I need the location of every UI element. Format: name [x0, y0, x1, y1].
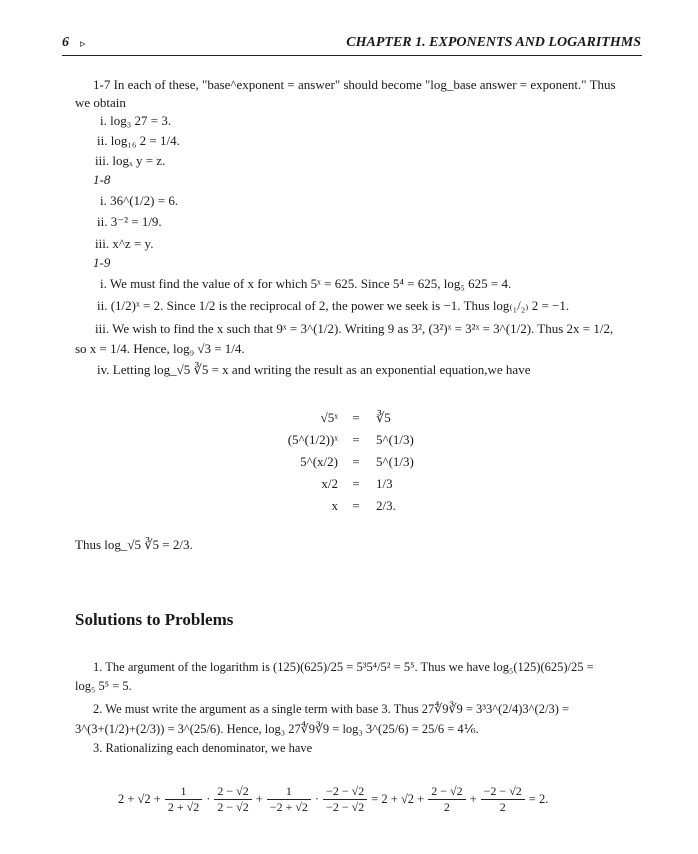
- fraction: [481, 784, 525, 815]
- equation-rhs: 5^(1/3): [376, 454, 414, 469]
- equation-lhs: x: [331, 498, 338, 513]
- text-line: Thus log_√5 ∛5 = 2/3.: [75, 537, 193, 552]
- header-rule: [62, 55, 642, 56]
- text-line: 1-9: [93, 255, 111, 270]
- equation-equals: =: [352, 498, 360, 513]
- text-line: i. log₃ 27 = 3.: [100, 113, 172, 128]
- equation-lhs: √5ˣ: [320, 410, 338, 425]
- fraction: [267, 784, 311, 815]
- text-line: 1-7 In each of these, "base^exponent = answer" should become "log_base answer = exponent." Thus: [93, 77, 616, 92]
- chapter-title: CHAPTER 1. EXPONENTS AND LOGARITHMS: [346, 35, 641, 50]
- equation-equals: =: [352, 432, 360, 447]
- equation-rhs: ∛5: [376, 410, 391, 425]
- numerator: 1: [165, 784, 202, 800]
- equation-equals: =: [352, 410, 360, 425]
- text-line: ii. (1/2)ˣ = 2. Since 1/2 is the reciprocal of 2, the power we seek is −1. Thus log₍₁/₂₎ 2 = −1.: [97, 298, 570, 313]
- numerator: −2 − √2: [323, 784, 367, 800]
- fraction: [323, 784, 367, 815]
- denominator: −2 + √2: [269, 800, 308, 814]
- text-line: iii. x^z = y.: [95, 236, 154, 251]
- fraction: [165, 784, 202, 815]
- text-line: 1-8: [93, 172, 111, 187]
- text-line: 1. The argument of the logarithm is (125)(625)/25 = 5³5⁴/5² = 5⁵. Thus we have log₅(125)(625)/25 =: [93, 660, 594, 674]
- text-line: ii. log₁₆ 2 = 1/4.: [97, 133, 180, 148]
- text-line: log₅ 5⁵ = 5.: [75, 679, 132, 693]
- text-line: iv. Letting log_√5 ∛5 = x and writing the result as an exponential equation,we have: [97, 362, 531, 377]
- equation-term: = 2 + √2 +: [371, 792, 425, 806]
- text-line: iii. logₓ y = z.: [95, 153, 166, 168]
- text-line: i. We must find the value of x for which 5ˣ = 625. Since 5⁴ = 625, log₅ 625 = 4.: [100, 276, 512, 291]
- equation-term: +: [469, 792, 477, 806]
- text-line: 3^(3+(1/2)+(2/3)) = 3^(25/6). Hence, log₃ 27∜9∛9 = log₃ 3^(25/6) = 25/6 = 4⅙.: [75, 722, 479, 736]
- equation-lhs: x/2: [321, 476, 338, 491]
- equation-equals: =: [352, 476, 360, 491]
- text-line: 3. Rationalizing each denominator, we have: [93, 741, 313, 755]
- text-line: 2. We must write the argument as a single term with base 3. Thus 27∜9∛9 = 3³3^(2/4)3^(2/3) =: [93, 702, 570, 716]
- equation-term: ·: [206, 792, 211, 806]
- header-arrow-icon: ▹: [80, 38, 86, 50]
- equation-rhs: 1/3: [376, 476, 393, 491]
- numerator: −2 − √2: [481, 784, 525, 800]
- denominator: 2: [443, 800, 450, 814]
- text-line: ii. 3⁻² = 1/9.: [97, 214, 162, 229]
- equation-term: ·: [314, 792, 320, 806]
- text-line: we obtain: [75, 95, 126, 110]
- denominator: 2 + √2: [167, 800, 200, 814]
- page-number: 6: [62, 35, 69, 50]
- numerator: 2 − √2: [428, 784, 465, 800]
- denominator: 2 − √2: [217, 800, 249, 814]
- text-line: i. 36^(1/2) = 6.: [100, 193, 179, 208]
- equation-rhs: 5^(1/3): [376, 432, 414, 447]
- denominator: 2: [499, 800, 506, 814]
- equation-equals: =: [352, 454, 360, 469]
- equation-lhs: 5^(x/2): [300, 454, 338, 469]
- denominator: −2 − √2: [326, 800, 365, 814]
- equation-term: +: [255, 792, 263, 806]
- section-title: Solutions to Problems: [75, 610, 234, 629]
- numerator: 2 − √2: [214, 784, 251, 800]
- text-line: iii. We wish to find the x such that 9ˣ = 3^(1/2). Writing 9 as 3², (3²)ˣ = 3²ˣ = 3^(1/2). Thus 2x = 1/2,: [95, 321, 614, 336]
- equation-term: = 2.: [528, 792, 549, 806]
- final-equation: [118, 784, 548, 815]
- equation-rhs: 2/3.: [376, 498, 396, 513]
- equation-term: 2 + √2 +: [118, 792, 161, 806]
- equation-lhs: (5^(1/2))ˣ: [287, 432, 338, 447]
- text-line: so x = 1/4. Hence, log₉ √3 = 1/4.: [75, 341, 245, 356]
- fraction: [428, 784, 465, 815]
- numerator: 1: [267, 784, 311, 800]
- fraction: [214, 784, 251, 815]
